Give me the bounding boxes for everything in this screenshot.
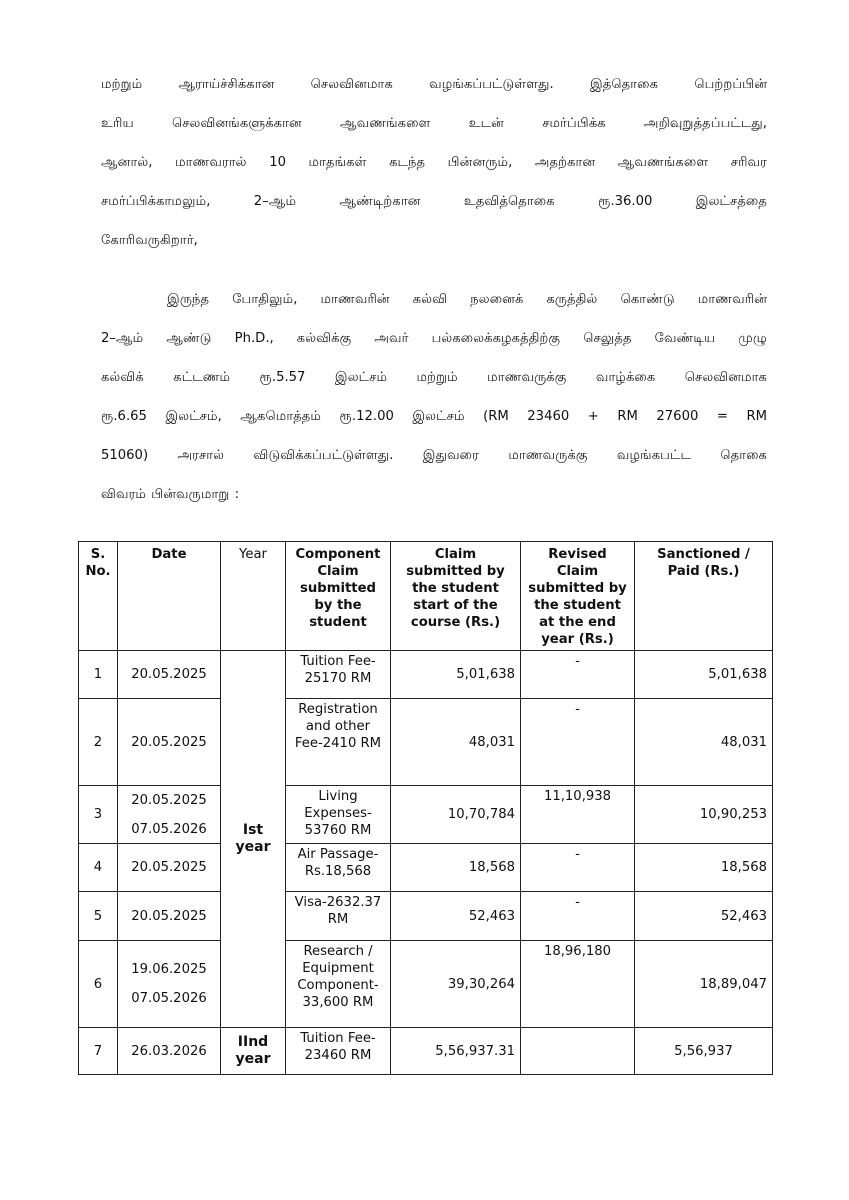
paragraph-line: உரிய செலவினங்களுக்கான ஆவணங்களை உடன் சமர்ப்பிக்க அறிவுறுத்தப்பட்டது, — [101, 116, 767, 131]
cell-component: Tuition Fee-25170 RM — [286, 651, 391, 699]
header-component: Component Claim submitted by the student — [286, 542, 391, 651]
cell-date: 19.06.2025 — [131, 962, 207, 977]
cell-component: Registration and other Fee-2410 RM — [286, 699, 391, 786]
table-row — [79, 1028, 773, 1075]
cell-claim: 10,70,784 — [391, 786, 521, 844]
cell-date: 26.03.2026 — [118, 1028, 221, 1075]
payment-table — [78, 541, 773, 1075]
cell-date: 20.05.2025 — [118, 844, 221, 892]
paragraph-line: சமர்ப்பிக்காமலும், 2–ஆம் ஆண்டிற்கான உதவித்தொகை ரூ.36.00 இலட்சத்தை — [101, 194, 767, 209]
cell-sanctioned: 48,031 — [635, 699, 773, 786]
table-row — [79, 892, 773, 941]
cell-sno: 2 — [79, 699, 118, 786]
table-row — [79, 786, 773, 844]
cell-claim: 39,30,264 — [391, 941, 521, 1028]
paragraph-line: கோரிவருகிறார், — [101, 233, 198, 248]
cell-sno: 4 — [79, 844, 118, 892]
header-sno: S. No. — [79, 542, 118, 651]
table-header-row — [79, 542, 773, 651]
year-label: IInd year — [235, 1034, 271, 1067]
cell-revised — [521, 1028, 635, 1075]
cell-date: 20.05.2025 — [131, 792, 207, 808]
cell-claim: 5,01,638 — [391, 651, 521, 699]
paragraph-line: கல்விக் கட்டணம் ரூ.5.57 இலட்சம் மற்றும் மாணவருக்கு வாழ்க்கை செலவினமாக — [101, 370, 767, 385]
table-row — [79, 941, 773, 1028]
cell-claim: 5,56,937.31 — [391, 1028, 521, 1075]
cell-date: 20.05.2025 — [118, 892, 221, 941]
header-claim-start: Claim submitted by the student start of the course (Rs.) — [391, 542, 521, 651]
header-revised-claim: Revised Claim submitted by the student at the end year (Rs.) — [521, 542, 635, 651]
cell-component: Research / Equipment Component-33,600 RM — [286, 941, 391, 1028]
cell-sno: 7 — [79, 1028, 118, 1075]
cell-date: 20.05.2025 — [118, 651, 221, 699]
cell-revised: 18,96,180 — [521, 941, 635, 1028]
cell-component: Air Passage-Rs.18,568 — [286, 844, 391, 892]
cell-sanctioned: 5,01,638 — [635, 651, 773, 699]
cell-claim: 52,463 — [391, 892, 521, 941]
cell-component: Visa-2632.37 RM — [286, 892, 391, 941]
paragraph-2 — [101, 280, 767, 514]
cell-sno: 3 — [79, 786, 118, 844]
cell-year-2 — [221, 1028, 286, 1075]
cell-revised: - — [521, 844, 635, 892]
cell-year-1 — [221, 651, 286, 1028]
table-row — [79, 699, 773, 786]
cell-date-pair — [118, 786, 221, 844]
cell-sanctioned: 10,90,253 — [635, 786, 773, 844]
cell-revised: - — [521, 699, 635, 786]
cell-date: 20.05.2025 — [118, 699, 221, 786]
cell-revised: 11,10,938 — [521, 786, 635, 844]
header-sanctioned: Sanctioned / Paid (Rs.) — [635, 542, 773, 651]
cell-date-2: 07.05.2026 — [131, 821, 207, 837]
cell-sno: 6 — [79, 941, 118, 1028]
cell-sanctioned: 5,56,937 — [635, 1028, 773, 1075]
paragraph-1 — [101, 65, 767, 260]
cell-claim: 48,031 — [391, 699, 521, 786]
paragraph-line: ஆனால், மாணவரால் 10 மாதங்கள் கடந்த பின்னரும், அதற்கான ஆவணங்களை சரிவர — [101, 155, 767, 170]
cell-component: Living Expenses-53760 RM — [286, 786, 391, 844]
paragraph-line: 2–ஆம் ஆண்டு Ph.D., கல்விக்கு அவர் பல்கலைக்கழகத்திற்கு செலுத்த வேண்டிய முழு — [101, 331, 767, 346]
table-row — [79, 651, 773, 699]
year-label: Ist year — [235, 822, 271, 855]
paragraph-line: இருந்த போதிலும், மாணவரின் கல்வி நலனைக் கருத்தில் கொண்டு மாணவரின் — [167, 292, 767, 307]
header-year: Year — [221, 542, 286, 651]
cell-revised: - — [521, 651, 635, 699]
paragraph-line: ரூ.6.65 இலட்சம், ஆகமொத்தம் ரூ.12.00 இலட்சம் (RM 23460 + RM 27600 = RM — [101, 409, 767, 424]
cell-component: Tuition Fee-23460 RM — [286, 1028, 391, 1075]
table-row — [79, 844, 773, 892]
paragraph-line: மற்றும் ஆராய்ச்சிக்கான செலவினமாக வழங்கப்பட்டுள்ளது. இத்தொகை பெற்றப்பின் — [101, 77, 767, 92]
cell-sanctioned: 52,463 — [635, 892, 773, 941]
paragraph-line: விவரம் பின்வருமாறு : — [101, 487, 240, 502]
cell-sanctioned: 18,568 — [635, 844, 773, 892]
cell-sno: 1 — [79, 651, 118, 699]
paragraph-line: 51060) அரசால் விடுவிக்கப்பட்டுள்ளது. இதுவரை மாணவருக்கு வழங்கபட்ட தொகை — [101, 448, 767, 463]
cell-sanctioned: 18,89,047 — [635, 941, 773, 1028]
cell-date-2: 07.05.2026 — [131, 991, 207, 1006]
cell-revised: - — [521, 892, 635, 941]
cell-claim: 18,568 — [391, 844, 521, 892]
cell-sno: 5 — [79, 892, 118, 941]
cell-date-pair — [118, 941, 221, 1028]
header-date: Date — [118, 542, 221, 651]
